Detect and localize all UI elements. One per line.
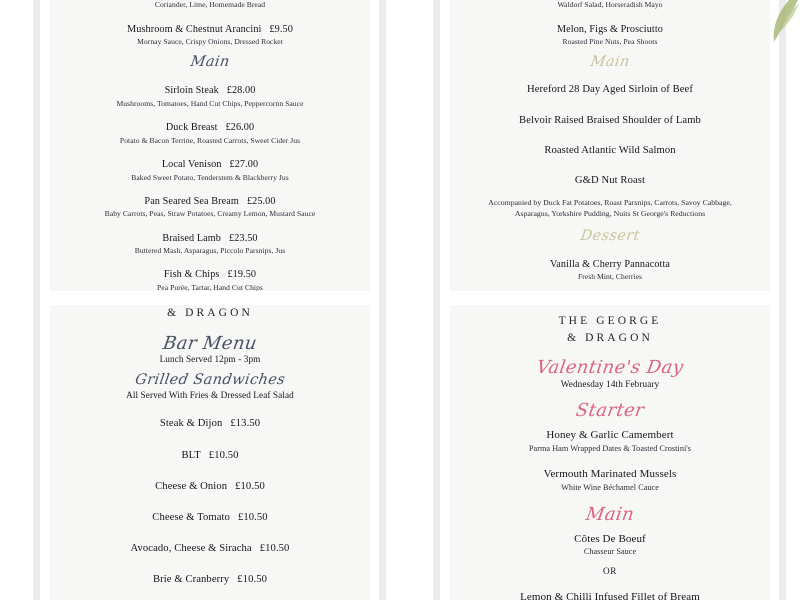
item-price: £28.00 [226,85,256,97]
item-price: £23.50 [229,232,258,244]
item-name: Steak & Dijon [159,418,223,430]
item-name: Sirloin Steak [164,85,219,97]
item-name: Vermouth Marinated Mussels [543,468,677,481]
item-description: Coriander, Lime, Homemade Bread [154,0,266,10]
card-surface [50,0,370,291]
gutter-bar-left [433,0,440,297]
menu-item [468,169,752,188]
section-heading-main: Main [589,54,631,71]
valentines-title: Valentine's Day [535,357,686,379]
brand-partial: & DRAGON [167,307,253,319]
item-description: Mushrooms, Tomatoes, Hand Cut Chips, Peppercornn Sauce [116,99,304,109]
item-name: Roasted Atlantic Wild Salmon [544,144,676,156]
item-description: Chasseur Sauce [583,547,637,557]
menu-item [68,568,352,587]
item-name: Braised Lamb [162,232,221,244]
item-description: Baked Sweet Potato, Tenderstem & Blackberry Jus [131,172,289,182]
item-name: Melon, Figs & Prosciutto [557,23,663,35]
item-name: Hereford 28 Day Aged Sirloin of Beef [527,84,693,96]
card-surface [50,305,370,600]
menu-item [468,78,752,97]
or-separator: OR [603,566,617,577]
item-name: Cheese & Onion [155,480,228,492]
item-description: Mornay Sauce, Crispy Onions, Dressed Rocket [137,37,283,47]
item-description: Potato & Bacon Terrine, Roasted Carrots, Sweet Cider Jus [119,135,301,145]
menu-item [468,18,752,47]
menu-item [68,537,352,556]
section-heading-main: Main [189,54,231,71]
menu-card-sunday-roast[interactable] [400,0,800,297]
item-price: £26.00 [225,122,255,134]
menu-item [468,424,752,454]
item-name: BLT [181,449,201,461]
menu-item [468,289,752,291]
item-name: Mushroom & Chestnut Arancini [127,23,262,35]
item-price: £10.50 [259,543,290,555]
menu-item [68,475,352,494]
menu-item [68,116,352,145]
menu-item [68,412,352,431]
menu-item [468,463,752,493]
menu-item [468,586,752,600]
item-name: Duck Breast [165,122,218,134]
gutter-bar-left [433,297,440,600]
card-surface [450,0,770,291]
item-price: £25.00 [246,195,276,207]
sandwiches-note: All Served With Fries & Dressed Leaf Salad [126,390,294,401]
bar-menu-subtitle: Lunch Served 12pm - 3pm [159,354,261,365]
item-description: Fresh Mint, Cherries [577,272,643,282]
menu-item [68,444,352,463]
menu-item [468,0,752,10]
item-name: Côtes De Boeuf [574,532,646,545]
menu-item [468,253,752,282]
item-name: Honey & Garlic Camembert [546,428,674,441]
item-name: Pan Seared Sea Bream [144,195,239,207]
menu-card-a-la-carte[interactable] [0,0,400,297]
menu-item [468,109,752,128]
item-price: £9.50 [269,23,293,35]
item-name: Avocado, Cheese & Siracha [130,543,252,555]
menu-item [68,79,352,108]
item-price: £10.50 [235,480,265,492]
section-heading-grilled-sandwiches: Grilled Sandwiches [133,372,287,389]
item-description: Pea Purée, Tartar, Hand Cut Chips [157,283,263,291]
brand-line-1: THE GEORGE [558,315,662,327]
menu-item [68,190,352,219]
brand-title [468,313,752,346]
menu-item [68,18,352,47]
menu-item [468,528,752,558]
item-description: Parma Ham Wrapped Dates & Toasted Crostini's [528,443,692,453]
item-name: Fish & Chips [163,269,220,281]
item-name: Brie & Cranberry [152,574,230,586]
menu-item [68,263,352,291]
item-price: £27.00 [229,158,259,170]
item-name: Local Venison [161,158,222,170]
menu-card-bar-menu[interactable] [0,297,400,600]
accompaniment-note: Accompanied by Duck Fat Potatoes, Roast Parsnips, Carrots, Savoy Cabbage, Asparagus, Yorkshire Pudding, Nuits St George's Reductions [488,198,732,219]
item-price: £13.50 [230,418,261,430]
gutter-bar-left [33,0,40,297]
gutter-bar-right [379,0,386,297]
menu-item [68,153,352,182]
menu-item [468,139,752,158]
menu-item [68,506,352,525]
item-name: Belvoir Raised Braised Shoulder of Lamb [519,114,701,126]
item-description: Baby Carrots, Peas, Straw Potatoes, Creamy Lemon, Mustard Sauce [104,209,316,219]
card-surface [450,305,770,600]
gutter-bar-right [379,297,386,600]
item-name: G&D Nut Roast [574,174,646,186]
item-description: Roasted Pine Nuts, Pea Shoots [562,37,658,47]
item-name: Cheese & Tomato [152,511,230,523]
item-price: £10.50 [208,449,239,461]
item-description: White Wine Béchamel Cauce [561,483,659,493]
item-price: £10.50 [237,574,268,586]
valentines-date: Wednesday 14th February [560,379,660,390]
gutter-bar-right [779,297,786,600]
item-price: £10.50 [237,511,268,523]
menu-item [68,227,352,256]
item-name: Lemon & Chilli Infused Fillet of Bream [520,591,700,600]
item-price: £19.50 [227,269,257,281]
menu-item [68,0,352,10]
gutter-bar-right [779,0,786,297]
gutter-bar-left [33,297,40,600]
item-description: Waldorf Salad, Horseradish Mayo [557,0,663,10]
section-heading-main: Main [584,504,636,525]
section-heading-dessert: Dessert [579,227,642,244]
item-name: Vanilla & Cherry Pannacotta [549,258,671,270]
bar-menu-title: Bar Menu [161,332,259,354]
menu-card-valentines[interactable] [400,297,800,600]
section-heading-starter: Starter [574,400,646,422]
item-description: Buttered Mash, Asparagus, Piccolo Parsnips, Jus [134,246,286,256]
brand-line-2: & DRAGON [567,331,653,344]
